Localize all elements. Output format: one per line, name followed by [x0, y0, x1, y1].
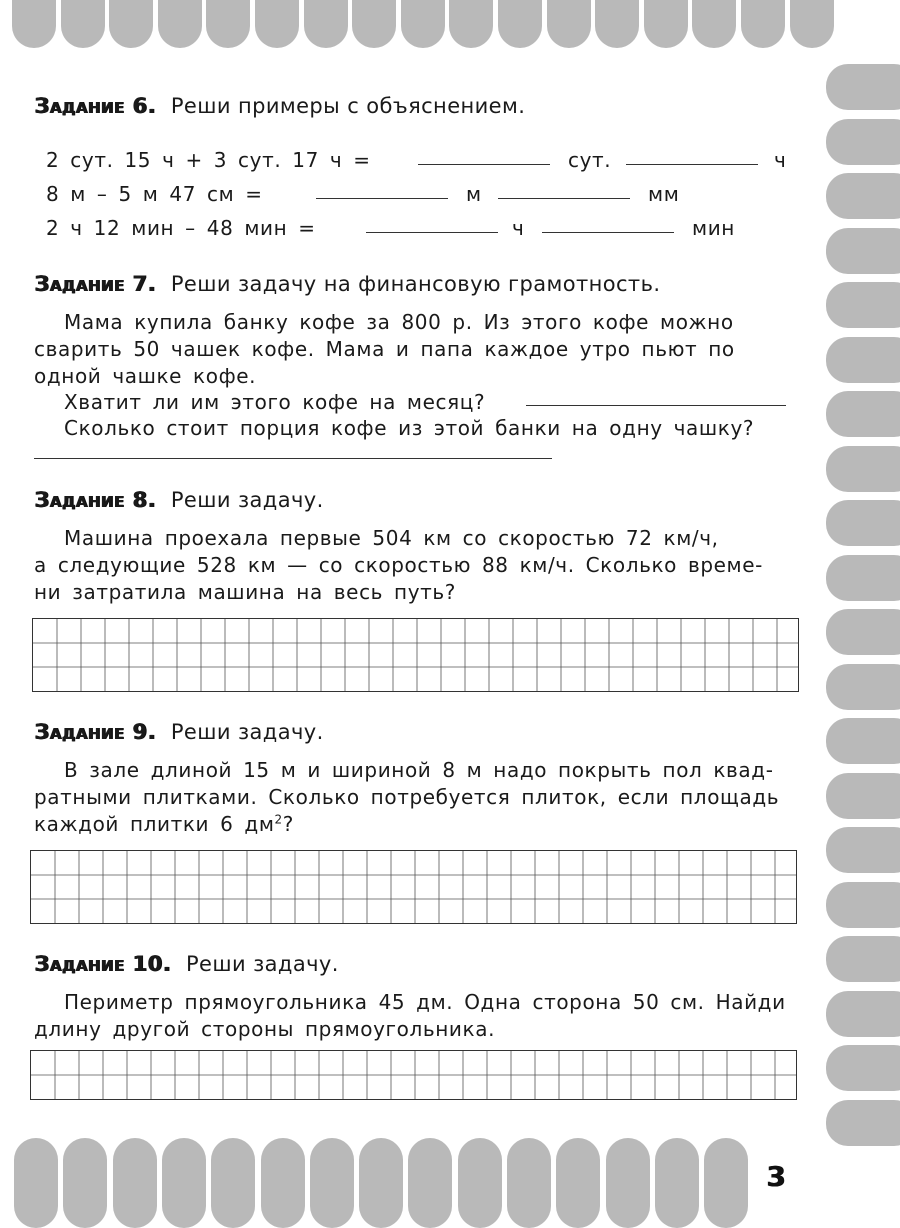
task-6-row-1-expr: 2 сут. 15 ч + 3 сут. 17 ч = [46, 148, 371, 172]
top-tab [547, 0, 591, 48]
task-8-instruction: Реши задачу. [170, 488, 324, 512]
right-tab [826, 64, 900, 110]
task-6-row-3-expr: 2 ч 12 мин – 48 мин = [46, 216, 316, 240]
task-9-heading [34, 720, 324, 744]
task-7-answer-blank-2[interactable] [34, 458, 552, 459]
task-7-text-line-3: одной чашке кофе. [34, 364, 257, 388]
right-tab [826, 173, 900, 219]
task-6-row-2-answer-blank-1[interactable] [316, 198, 448, 199]
task-9-instruction: Реши задачу. [170, 720, 324, 744]
bottom-tab [359, 1138, 403, 1228]
right-tab [826, 555, 900, 601]
right-tab [826, 228, 900, 274]
bottom-tab [14, 1138, 58, 1228]
task-8-text-line-3: ни затратила машина на весь путь? [34, 580, 456, 604]
right-tab [826, 119, 900, 165]
bottom-tab [261, 1138, 305, 1228]
right-tab [826, 609, 900, 655]
right-tab [826, 773, 900, 819]
task-6-row-1-answer-blank-2[interactable] [626, 164, 758, 165]
right-tab [826, 1100, 900, 1146]
task-7-answer-blank-1[interactable] [526, 405, 786, 406]
task-8-grid-lines [33, 619, 798, 691]
bottom-tab [162, 1138, 206, 1228]
right-tab [826, 664, 900, 710]
bottom-tab [408, 1138, 452, 1228]
top-tab [741, 0, 785, 48]
task-8-label: Задание 8. [34, 488, 156, 512]
task-10-text-line-1: Периметр прямоугольника 45 дм. Одна сторона 50 см. Найди [64, 990, 786, 1014]
task-7-question-1: Хватит ли им этого кофе на месяц? [64, 390, 486, 414]
task-8-answer-grid[interactable] [32, 618, 799, 692]
bottom-tab [556, 1138, 600, 1228]
task-6-row-2-unit-1: м [466, 182, 482, 206]
task-10-instruction: Реши задачу. [185, 952, 339, 976]
task-9-text-line-3 [34, 812, 294, 836]
task-6-instruction: Реши примеры с объяснением. [170, 94, 526, 118]
task-9-text-line-2: ратными плитками. Сколько потребуется плиток, если площадь [34, 785, 780, 809]
task-7-text-line-1: Мама купила банку кофе за 800 р. Из этого кофе можно [64, 310, 734, 334]
top-tab [158, 0, 202, 48]
top-tab [498, 0, 542, 48]
right-tab [826, 882, 900, 928]
top-tab [644, 0, 688, 48]
right-tab [826, 936, 900, 982]
top-tab [449, 0, 493, 48]
task-6-row-2-expr: 8 м – 5 м 47 см = [46, 182, 263, 206]
task-6-heading [34, 94, 525, 118]
top-tab [109, 0, 153, 48]
top-tab [61, 0, 105, 48]
top-tab [790, 0, 834, 48]
top-tab [206, 0, 250, 48]
task-10-grid-lines [31, 1051, 796, 1099]
task-9-text-line-3-main: каждой плитки 6 дм [34, 812, 275, 836]
task-6-row-2-answer-blank-2[interactable] [498, 198, 630, 199]
task-9-text-line-1: В зале длиной 15 м и шириной 8 м надо покрыть пол квад- [64, 758, 774, 782]
bottom-tab [458, 1138, 502, 1228]
top-tab [401, 0, 445, 48]
bottom-tab [606, 1138, 650, 1228]
bottom-tab [655, 1138, 699, 1228]
task-7-label: Задание 7. [34, 272, 156, 296]
right-tab [826, 1045, 900, 1091]
task-6-row-3-unit-1: ч [512, 216, 525, 240]
task-6-row-1-unit-2: ч [774, 148, 787, 172]
task-6-row-1-unit-1: сут. [568, 148, 612, 172]
top-tab [304, 0, 348, 48]
top-tab [595, 0, 639, 48]
task-10-heading [34, 952, 339, 976]
task-8-text-line-1: Машина проехала первые 504 км со скоростью 72 км/ч, [64, 526, 719, 550]
top-tab [12, 0, 56, 48]
page-number: 3 [766, 1160, 786, 1193]
bottom-tab [211, 1138, 255, 1228]
task-7-heading [34, 272, 660, 296]
task-6-row-3-answer-blank-1[interactable] [366, 232, 498, 233]
right-tab [826, 718, 900, 764]
bottom-tab [704, 1138, 748, 1228]
task-10-text-line-2: длину другой стороны прямоугольника. [34, 1017, 496, 1041]
right-tab [826, 991, 900, 1037]
task-7-question-2: Сколько стоит порция кофе из этой банки на одну чашку? [64, 416, 755, 440]
right-tab [826, 282, 900, 328]
bottom-tab [310, 1138, 354, 1228]
bottom-tab [113, 1138, 157, 1228]
task-6-label: Задание 6. [34, 94, 156, 118]
task-8-heading [34, 488, 324, 512]
task-6-row-2-unit-2: мм [648, 182, 680, 206]
task-9-grid-lines [31, 851, 796, 923]
task-6-row-3-unit-2: мин [692, 216, 735, 240]
right-tab [826, 391, 900, 437]
task-9-label: Задание 9. [34, 720, 156, 744]
task-10-label: Задание 10. [34, 952, 171, 976]
task-9-superscript: 2 [274, 812, 283, 827]
right-tab [826, 827, 900, 873]
task-6-row-1-answer-blank-1[interactable] [418, 164, 550, 165]
top-tab [352, 0, 396, 48]
right-tab [826, 500, 900, 546]
task-7-text-line-2: сварить 50 чашек кофе. Мама и папа каждое утро пьют по [34, 337, 735, 361]
task-7-instruction: Реши задачу на финансовую грамотность. [170, 272, 661, 296]
top-tab [692, 0, 736, 48]
task-9-text-tail: ? [282, 812, 294, 836]
top-tab [255, 0, 299, 48]
task-10-answer-grid[interactable] [30, 1050, 797, 1100]
task-8-text-line-2: а следующие 528 км — со скоростью 88 км/ч. Сколько време- [34, 553, 763, 577]
bottom-tab [63, 1138, 107, 1228]
task-9-answer-grid[interactable] [30, 850, 797, 924]
right-tab [826, 337, 900, 383]
task-6-row-3-answer-blank-2[interactable] [542, 232, 674, 233]
bottom-tab [507, 1138, 551, 1228]
right-tab [826, 446, 900, 492]
